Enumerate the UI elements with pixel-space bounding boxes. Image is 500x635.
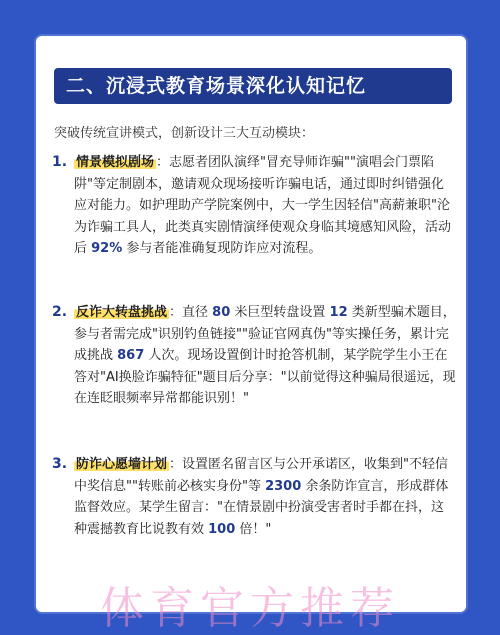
content-card <box>34 34 468 614</box>
item-title: 反诈大转盘挑战 <box>76 305 168 320</box>
item-number: 3. <box>52 456 68 472</box>
item-number: 2. <box>52 304 68 320</box>
item-body: 防诈心愿墙计划 ：设置匿名留言区与公开承诺区，收集到"不轻信中奖信息""转账前必核实身份"等 2300 余条防诈宣言，形成群体监督效应。某学生留言："在情景剧中扮演受害者时手都在抖，这种震撼教育比说教有效 100 倍！" <box>74 457 449 537</box>
watermark-text: 体育官方推荐 <box>100 583 400 634</box>
stat-value: 80 <box>212 305 231 320</box>
item-title: 情景模拟剧场 <box>76 155 155 170</box>
stat-value: 100 <box>208 521 236 537</box>
item-title: 防诈心愿墙计划 <box>76 457 168 472</box>
stat-value: 12 <box>329 305 348 320</box>
stat-value: 2300 <box>265 478 302 494</box>
stat-value: 867 <box>117 348 145 363</box>
item-body: 反诈大转盘挑战 ：直径 80 米巨型转盘设置 12 类新型骗术题目，参与者需完成"识别钓鱼链接""验证官网真伪"等实操任务，累计完成挑战 867 人次。现场设置倒计时抢答机制，某学院学生小王在答对"AI换脸诈骗特征"题目后分享："以前觉得这种骗局很遥远，现在连眨眼频率异常都能识别！" <box>74 305 456 406</box>
list-item-3 <box>52 454 456 540</box>
stat-value: 92% <box>91 241 123 256</box>
list-item-2 <box>52 302 456 410</box>
item-body: 情景模拟剧场 ：志愿者团队演绎"冒充导师诈骗""演唱会门票陷阱"等定制剧本，邀请观众现场接听诈骗电话，通过即时纠错强化应对能力。如护理助产学院案例中，大一学生因轻信"高薪兼职"沦为诈骗工具人，此类真实剧情演绎使观众身临其境感知风险，活动后 92% 参与者能准确复现防诈应对流程。 <box>74 155 452 256</box>
intro-text: 突破传统宣讲模式，创新设计三大互动模块： <box>54 126 315 141</box>
item-number: 1. <box>52 154 68 170</box>
list-item-1 <box>52 152 456 260</box>
section-heading: 二、沉浸式教育场景深化认知记忆 <box>54 68 452 104</box>
